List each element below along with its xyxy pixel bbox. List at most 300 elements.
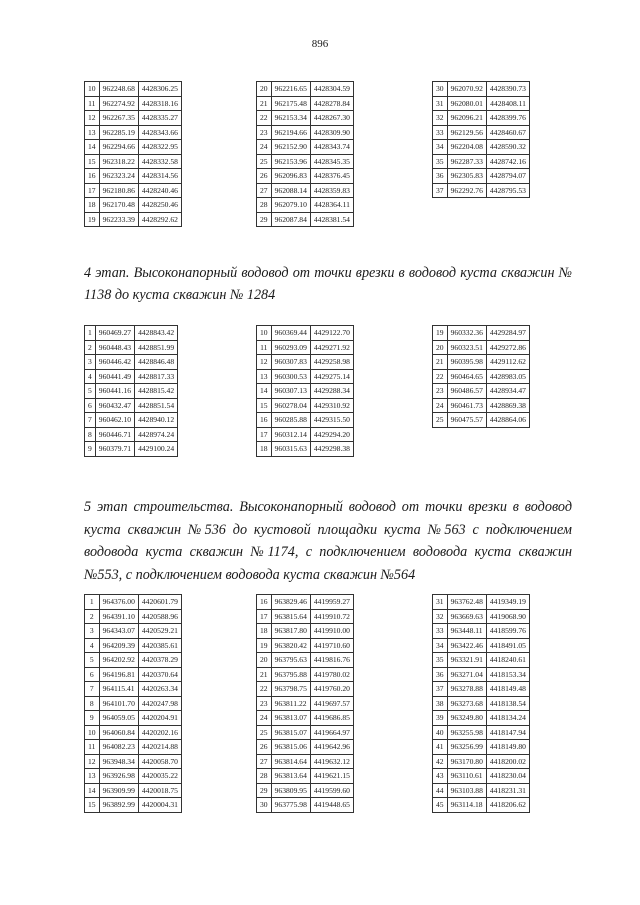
table-row xyxy=(85,798,182,813)
coordinate-y: 4428934.47 xyxy=(486,384,529,399)
point-number: 13 xyxy=(85,769,100,784)
coordinate-x: 962096.83 xyxy=(271,169,310,184)
coordinate-x: 962152.90 xyxy=(271,140,310,155)
table-row xyxy=(85,140,182,155)
point-number: 12 xyxy=(85,111,100,126)
table-row xyxy=(257,624,354,639)
coordinate-x: 962216.65 xyxy=(271,82,310,97)
coordinate-y: 4418206.62 xyxy=(486,798,529,813)
point-number: 23 xyxy=(433,384,448,399)
coordinate-y: 4418200.02 xyxy=(486,754,529,769)
table-row xyxy=(257,413,354,428)
point-number: 32 xyxy=(433,111,448,126)
point-number: 30 xyxy=(257,798,272,813)
coordinate-y: 4420202.16 xyxy=(138,725,181,740)
point-number: 20 xyxy=(257,653,272,668)
coordinate-y: 4418599.76 xyxy=(486,624,529,639)
point-number: 31 xyxy=(433,96,448,111)
coordinate-x: 962079.10 xyxy=(271,198,310,213)
point-number: 25 xyxy=(433,413,448,428)
coordinate-y: 4418138.54 xyxy=(486,696,529,711)
point-number: 19 xyxy=(85,212,100,227)
coordinate-y: 4428460.67 xyxy=(486,125,529,140)
table-row xyxy=(433,140,530,155)
point-number: 33 xyxy=(433,125,448,140)
table-row xyxy=(85,355,178,370)
coordinate-x: 963809.95 xyxy=(271,783,310,798)
point-number: 20 xyxy=(257,82,272,97)
table-row xyxy=(85,653,182,668)
table-row xyxy=(433,413,530,428)
table-row xyxy=(85,682,182,697)
point-number: 18 xyxy=(257,442,272,457)
coordinate-y: 4420378.29 xyxy=(138,653,181,668)
coordinate-x: 963110.61 xyxy=(447,769,486,784)
point-number: 21 xyxy=(257,667,272,682)
table-row xyxy=(85,427,178,442)
coordinate-x: 963909.99 xyxy=(99,783,138,798)
table-row xyxy=(85,783,182,798)
point-number: 2 xyxy=(85,340,96,355)
table-row xyxy=(85,740,182,755)
table-row xyxy=(257,212,354,227)
coordinate-y: 4419664.97 xyxy=(310,725,353,740)
coordinate-y: 4429275.14 xyxy=(310,369,353,384)
coordinate-y: 4428817.33 xyxy=(135,369,178,384)
coordinate-y: 4428399.76 xyxy=(486,111,529,126)
table-row xyxy=(257,609,354,624)
coordinate-y: 4428343.74 xyxy=(310,140,353,155)
point-number: 15 xyxy=(257,398,272,413)
coordinate-x: 962292.76 xyxy=(447,183,486,198)
coordinate-y: 4428278.84 xyxy=(310,96,353,111)
table-row xyxy=(85,769,182,784)
table-row xyxy=(257,183,354,198)
coordinate-x: 960446.42 xyxy=(95,355,134,370)
coordinate-table xyxy=(84,81,182,227)
coordinate-y: 4419632.12 xyxy=(310,754,353,769)
coordinate-table xyxy=(432,81,530,198)
point-number: 22 xyxy=(257,682,272,697)
point-number: 26 xyxy=(257,169,272,184)
point-number: 9 xyxy=(85,442,96,457)
heading-stage-5: 5 этап строительства. Высоконапорный водовод от точки врезки в водовод куста скважин №536 до кустовой площадки куста №563 с подключением водовода куста скважин №1174, с подключением водовода куста скважин №553, с подключением водовода куста скважин №564 xyxy=(84,499,572,583)
coordinate-y: 4429100.24 xyxy=(135,442,178,457)
coordinate-x: 963798.75 xyxy=(271,682,310,697)
coordinate-table xyxy=(432,594,530,813)
coordinate-x: 963948.34 xyxy=(99,754,138,769)
coordinate-y: 4428343.66 xyxy=(138,125,181,140)
table-row xyxy=(257,82,354,97)
coordinate-x: 960461.73 xyxy=(447,398,486,413)
coordinate-x: 960285.88 xyxy=(271,413,310,428)
coordinate-y: 4429284.97 xyxy=(486,326,529,341)
point-number: 6 xyxy=(85,667,100,682)
coordinate-y: 4419816.76 xyxy=(310,653,353,668)
coordinate-y: 4418491.05 xyxy=(486,638,529,653)
point-number: 27 xyxy=(257,754,272,769)
point-number: 38 xyxy=(433,696,448,711)
coordinate-x: 962088.14 xyxy=(271,183,310,198)
coordinate-y: 4428332.58 xyxy=(138,154,181,169)
coordinate-y: 4429271.92 xyxy=(310,340,353,355)
coordinate-y: 4428851.54 xyxy=(135,398,178,413)
table-row xyxy=(85,638,182,653)
coordinate-x: 964101.70 xyxy=(99,696,138,711)
point-number: 25 xyxy=(257,725,272,740)
table-row xyxy=(257,682,354,697)
coordinate-y: 4419959.27 xyxy=(310,595,353,610)
coordinate-x: 963669.63 xyxy=(447,609,486,624)
coordinate-y: 4428292.62 xyxy=(138,212,181,227)
point-number: 5 xyxy=(85,653,100,668)
coordinate-x: 963762.48 xyxy=(447,595,486,610)
point-number: 11 xyxy=(257,340,272,355)
table-row xyxy=(433,154,530,169)
point-number: 43 xyxy=(433,769,448,784)
coordinate-y: 4418134.24 xyxy=(486,711,529,726)
table-row xyxy=(257,369,354,384)
table-row xyxy=(433,183,530,198)
point-number: 6 xyxy=(85,398,96,413)
table-row xyxy=(257,667,354,682)
table-row xyxy=(433,725,530,740)
coordinate-y: 4428359.83 xyxy=(310,183,353,198)
coordinate-x: 962180.86 xyxy=(99,183,138,198)
table-row xyxy=(257,725,354,740)
point-number: 39 xyxy=(433,711,448,726)
point-number: 10 xyxy=(85,82,100,97)
point-number: 36 xyxy=(433,667,448,682)
coordinate-x: 964202.92 xyxy=(99,653,138,668)
coordinate-y: 4419697.57 xyxy=(310,696,353,711)
coordinate-x: 962153.34 xyxy=(271,111,310,126)
coordinate-x: 963820.42 xyxy=(271,638,310,653)
coordinate-y: 4429122.70 xyxy=(310,326,353,341)
coordinate-x: 963273.68 xyxy=(447,696,486,711)
table-row xyxy=(433,667,530,682)
point-number: 3 xyxy=(85,624,100,639)
coordinate-y: 4428869.38 xyxy=(486,398,529,413)
point-number: 40 xyxy=(433,725,448,740)
point-number: 44 xyxy=(433,783,448,798)
point-number: 15 xyxy=(85,154,100,169)
coordinate-x: 962285.19 xyxy=(99,125,138,140)
coordinate-y: 4428381.54 xyxy=(310,212,353,227)
coordinate-x: 962194.66 xyxy=(271,125,310,140)
point-number: 17 xyxy=(257,609,272,624)
table-row xyxy=(433,355,530,370)
point-number: 4 xyxy=(85,638,100,653)
coordinate-x: 960369.44 xyxy=(271,326,310,341)
coordinate-y: 4428851.99 xyxy=(135,340,178,355)
point-number: 1 xyxy=(85,595,100,610)
table-row xyxy=(85,398,178,413)
table-row xyxy=(433,754,530,769)
point-number: 24 xyxy=(257,711,272,726)
coordinate-table xyxy=(84,325,178,457)
coordinate-x: 964059.05 xyxy=(99,711,138,726)
point-number: 41 xyxy=(433,740,448,755)
table-row xyxy=(257,340,354,355)
coordinate-y: 4420263.34 xyxy=(138,682,181,697)
coordinate-x: 960379.71 xyxy=(95,442,134,457)
point-number: 9 xyxy=(85,711,100,726)
coordinate-x: 962153.96 xyxy=(271,154,310,169)
coordinate-y: 4428314.56 xyxy=(138,169,181,184)
point-number: 45 xyxy=(433,798,448,813)
table-row xyxy=(85,609,182,624)
point-number: 10 xyxy=(85,725,100,740)
coordinate-x: 964391.10 xyxy=(99,609,138,624)
coordinate-x: 962294.66 xyxy=(99,140,138,155)
coordinate-y: 4428742.16 xyxy=(486,154,529,169)
point-number: 11 xyxy=(85,740,100,755)
coordinate-y: 4429298.38 xyxy=(310,442,353,457)
coordinate-x: 962087.84 xyxy=(271,212,310,227)
point-number: 31 xyxy=(433,595,448,610)
coordinate-x: 960441.16 xyxy=(95,384,134,399)
point-number: 23 xyxy=(257,125,272,140)
coordinate-y: 4428815.42 xyxy=(135,384,178,399)
point-number: 2 xyxy=(85,609,100,624)
coordinate-y: 4428250.46 xyxy=(138,198,181,213)
table-row xyxy=(257,169,354,184)
coordinate-x: 960293.09 xyxy=(271,340,310,355)
point-number: 24 xyxy=(257,140,272,155)
table-row xyxy=(85,169,182,184)
coordinate-y: 4428390.73 xyxy=(486,82,529,97)
coordinate-x: 962323.24 xyxy=(99,169,138,184)
point-number: 18 xyxy=(257,624,272,639)
coordinate-x: 962305.83 xyxy=(447,169,486,184)
coordinate-x: 963775.98 xyxy=(271,798,310,813)
coordinate-x: 963892.99 xyxy=(99,798,138,813)
table-row xyxy=(257,653,354,668)
coordinate-y: 4429272.86 xyxy=(486,340,529,355)
point-number: 29 xyxy=(257,783,272,798)
point-number: 8 xyxy=(85,696,100,711)
table-row xyxy=(257,140,354,155)
table-row xyxy=(433,711,530,726)
table-row xyxy=(257,798,354,813)
point-number: 19 xyxy=(257,638,272,653)
table-row xyxy=(85,624,182,639)
coordinate-y: 4418230.04 xyxy=(486,769,529,784)
point-number: 15 xyxy=(85,798,100,813)
table-row xyxy=(433,609,530,624)
coordinate-x: 963813.07 xyxy=(271,711,310,726)
coordinate-y: 4419349.19 xyxy=(486,595,529,610)
table-row xyxy=(85,369,178,384)
table-row xyxy=(433,111,530,126)
point-number: 36 xyxy=(433,169,448,184)
table-row xyxy=(433,340,530,355)
coordinate-y: 4419780.02 xyxy=(310,667,353,682)
table-row xyxy=(85,696,182,711)
point-number: 28 xyxy=(257,198,272,213)
coordinate-y: 4428974.24 xyxy=(135,427,178,442)
coordinate-x: 960448.43 xyxy=(95,340,134,355)
point-number: 35 xyxy=(433,154,448,169)
coordinate-x: 960323.51 xyxy=(447,340,486,355)
coordinate-x: 962129.56 xyxy=(447,125,486,140)
coordinate-y: 4428335.27 xyxy=(138,111,181,126)
coordinate-table xyxy=(256,325,354,457)
coordinate-x: 963103.88 xyxy=(447,783,486,798)
coordinate-y: 4420214.88 xyxy=(138,740,181,755)
coordinate-y: 4428364.11 xyxy=(310,198,353,213)
coordinate-x: 960469.27 xyxy=(95,326,134,341)
coordinate-y: 4419448.65 xyxy=(310,798,353,813)
point-number: 3 xyxy=(85,355,96,370)
point-number: 30 xyxy=(433,82,448,97)
coordinate-x: 963795.63 xyxy=(271,653,310,668)
coordinate-x: 960446.71 xyxy=(95,427,134,442)
point-number: 5 xyxy=(85,384,96,399)
table-row xyxy=(433,682,530,697)
table-row xyxy=(257,326,354,341)
coordinate-x: 963422.46 xyxy=(447,638,486,653)
point-number: 16 xyxy=(257,413,272,428)
coordinate-y: 4428318.16 xyxy=(138,96,181,111)
coordinate-x: 960315.63 xyxy=(271,442,310,457)
point-number: 34 xyxy=(433,140,448,155)
table-row xyxy=(85,125,182,140)
table-row xyxy=(85,595,182,610)
table-row xyxy=(257,711,354,726)
coordinate-x: 964376.00 xyxy=(99,595,138,610)
table-row xyxy=(257,696,354,711)
coordinate-y: 4420035.22 xyxy=(138,769,181,784)
coordinate-y: 4429315.50 xyxy=(310,413,353,428)
point-number: 35 xyxy=(433,653,448,668)
coordinate-x: 962175.48 xyxy=(271,96,310,111)
coordinate-x: 964209.39 xyxy=(99,638,138,653)
coordinate-x: 962170.48 xyxy=(99,198,138,213)
table-row xyxy=(85,413,178,428)
table-row xyxy=(257,740,354,755)
table-row xyxy=(433,740,530,755)
coordinate-y: 4418240.61 xyxy=(486,653,529,668)
coordinate-y: 4420058.70 xyxy=(138,754,181,769)
coordinate-y: 4428864.06 xyxy=(486,413,529,428)
table-row xyxy=(257,111,354,126)
coordinate-y: 4419910.72 xyxy=(310,609,353,624)
coordinate-x: 963829.46 xyxy=(271,595,310,610)
coordinate-y: 4428240.46 xyxy=(138,183,181,198)
point-number: 16 xyxy=(257,595,272,610)
coordinate-x: 964060.84 xyxy=(99,725,138,740)
coordinate-x: 964343.07 xyxy=(99,624,138,639)
coordinate-x: 964082.23 xyxy=(99,740,138,755)
table-row xyxy=(85,384,178,399)
table-row xyxy=(85,326,178,341)
coordinate-x: 962274.92 xyxy=(99,96,138,111)
table-row xyxy=(257,398,354,413)
table-row xyxy=(433,783,530,798)
point-number: 14 xyxy=(257,384,272,399)
point-number: 13 xyxy=(85,125,100,140)
table-row xyxy=(433,653,530,668)
table-row xyxy=(433,769,530,784)
coordinate-y: 4420018.75 xyxy=(138,783,181,798)
table-row xyxy=(257,754,354,769)
coordinate-y: 4420529.21 xyxy=(138,624,181,639)
table-row xyxy=(257,96,354,111)
coordinate-y: 4419710.60 xyxy=(310,638,353,653)
point-number: 7 xyxy=(85,413,96,428)
coordinate-x: 963321.91 xyxy=(447,653,486,668)
table-row xyxy=(85,711,182,726)
table-row xyxy=(85,340,178,355)
coordinate-y: 4420588.96 xyxy=(138,609,181,624)
table-row xyxy=(257,384,354,399)
point-number: 29 xyxy=(257,212,272,227)
coordinate-x: 963817.80 xyxy=(271,624,310,639)
table-row xyxy=(433,326,530,341)
coordinate-y: 4429112.62 xyxy=(486,355,529,370)
coordinate-x: 960307.13 xyxy=(271,384,310,399)
point-number: 10 xyxy=(257,326,272,341)
coordinate-x: 963811.22 xyxy=(271,696,310,711)
coordinate-y: 4428940.12 xyxy=(135,413,178,428)
coordinate-y: 4418149.48 xyxy=(486,682,529,697)
table-row xyxy=(257,125,354,140)
table-row xyxy=(257,198,354,213)
coordinate-y: 4419621.15 xyxy=(310,769,353,784)
point-number: 8 xyxy=(85,427,96,442)
coordinate-y: 4428267.30 xyxy=(310,111,353,126)
coordinate-y: 4419760.20 xyxy=(310,682,353,697)
point-number: 7 xyxy=(85,682,100,697)
coordinate-x: 962080.01 xyxy=(447,96,486,111)
table-row xyxy=(85,667,182,682)
coordinate-x: 964115.41 xyxy=(99,682,138,697)
point-number: 37 xyxy=(433,682,448,697)
point-number: 12 xyxy=(85,754,100,769)
table-row xyxy=(85,725,182,740)
coordinate-y: 4429294.20 xyxy=(310,427,353,442)
page-number: 896 xyxy=(311,38,329,50)
coordinate-y: 4420385.61 xyxy=(138,638,181,653)
table-row xyxy=(85,212,182,227)
point-number: 26 xyxy=(257,740,272,755)
table-row xyxy=(85,154,182,169)
coordinate-y: 4419642.96 xyxy=(310,740,353,755)
coordinate-x: 963271.04 xyxy=(447,667,486,682)
point-number: 19 xyxy=(433,326,448,341)
point-number: 27 xyxy=(257,183,272,198)
coordinate-y: 4429288.34 xyxy=(310,384,353,399)
coordinate-y: 4428408.11 xyxy=(486,96,529,111)
coordinate-y: 4419068.90 xyxy=(486,609,529,624)
table-row xyxy=(257,783,354,798)
table-row xyxy=(85,198,182,213)
table-row xyxy=(433,96,530,111)
coordinate-x: 960395.98 xyxy=(447,355,486,370)
table-row xyxy=(257,154,354,169)
point-number: 17 xyxy=(257,427,272,442)
coordinate-x: 963815.07 xyxy=(271,725,310,740)
coordinate-y: 4428983.05 xyxy=(486,369,529,384)
table-row xyxy=(85,96,182,111)
point-number: 34 xyxy=(433,638,448,653)
coordinate-x: 962070.92 xyxy=(447,82,486,97)
coordinate-x: 962204.08 xyxy=(447,140,486,155)
table-row xyxy=(257,638,354,653)
table-row xyxy=(257,595,354,610)
